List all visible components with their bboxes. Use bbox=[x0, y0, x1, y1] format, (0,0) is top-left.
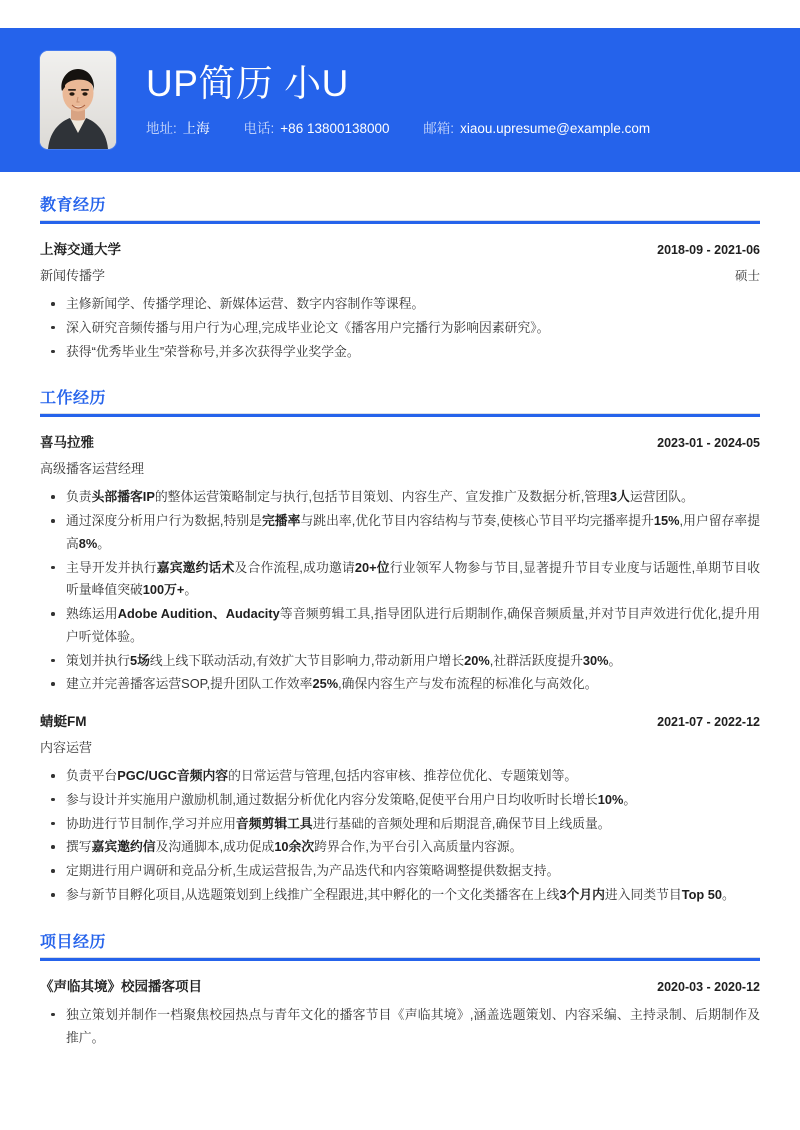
contact-line bbox=[146, 120, 760, 138]
bullet-item: 建立并完善播客运营SOP,提升团队工作效率25%,确保内容生产与发布流程的标准化与高效化。 bbox=[40, 673, 760, 696]
contact-address bbox=[146, 120, 210, 138]
entry-bullet-list bbox=[40, 293, 760, 363]
entry-organization: 蜻蜓FM bbox=[40, 714, 87, 730]
avatar bbox=[40, 51, 116, 149]
bullet-item: 撰写嘉宾邀约信及沟通脚本,成功促成10余次跨界合作,为平台引入高质量内容源。 bbox=[40, 836, 760, 859]
contact-address-value: 上海 bbox=[182, 120, 210, 136]
section-work bbox=[40, 385, 760, 906]
entry-date-range: 2021-07 - 2022-12 bbox=[657, 715, 760, 730]
section-divider-accent bbox=[40, 221, 760, 224]
bullet-item: 参与设计并实施用户激励机制,通过数据分析优化内容分发策略,促使平台用户日均收听时长增长10%。 bbox=[40, 789, 760, 812]
header-text-block bbox=[146, 63, 760, 137]
bullet-item: 主修新闻学、传播学理论、新媒体运营、数字内容制作等课程。 bbox=[40, 293, 760, 316]
entry-bullet-list bbox=[40, 1004, 760, 1050]
section-title-education: 教育经历 bbox=[40, 197, 107, 214]
section-divider-accent bbox=[40, 414, 760, 417]
section-divider bbox=[40, 413, 760, 417]
entry-subheader bbox=[40, 737, 760, 756]
entry-role: 内容运营 bbox=[40, 740, 93, 756]
entry-role: 新闻传播学 bbox=[40, 268, 106, 283]
resume-header bbox=[0, 28, 800, 172]
section-title-work: 工作经历 bbox=[40, 390, 107, 408]
entry-date-range: 2018-09 - 2021-06 bbox=[657, 243, 760, 257]
entry-organization: 上海交通大学 bbox=[40, 242, 121, 257]
entry-organization: 《声临其境》校园播客项目 bbox=[40, 978, 202, 994]
bullet-item: 获得“优秀毕业生”荣誉称号,并多次获得学业奖学金。 bbox=[40, 341, 760, 364]
entry-degree: 硕士 bbox=[734, 269, 760, 283]
bullet-item: 负责头部播客IP的整体运营策略制定与执行,包括节目策划、内容生产、宣发推广及数据分析,管理3人运营团队。 bbox=[40, 486, 760, 509]
bullet-item: 参与新节目孵化项目,从选题策划到上线推广全程跟进,其中孵化的一个文化类播客在上线3个月内进入同类节目Top 50。 bbox=[40, 884, 760, 907]
contact-email-label: 邮箱: bbox=[423, 120, 455, 136]
contact-phone-value: +86 13800138000 bbox=[280, 120, 390, 136]
entry-header bbox=[40, 238, 760, 258]
entry bbox=[40, 975, 760, 1050]
page-title: UP简历 小U bbox=[146, 62, 349, 104]
entry-date-range: 2020-03 - 2020-12 bbox=[657, 979, 760, 994]
section-projects bbox=[40, 929, 760, 1050]
contact-email-value: xiaou.upresume@example.com bbox=[460, 120, 651, 136]
entry bbox=[40, 710, 760, 907]
entry-bullet-list bbox=[40, 765, 760, 907]
bullet-item: 通过深度分析用户行为数据,特别是完播率与跳出率,优化节目内容结构与节奏,使核心节目平均完播率提升15%,用户留存率提高8%。 bbox=[40, 510, 760, 556]
section-title-projects: 项目经历 bbox=[40, 933, 107, 951]
entry-subheader bbox=[40, 265, 760, 284]
entry bbox=[40, 431, 760, 696]
entry-organization: 喜马拉雅 bbox=[40, 435, 94, 451]
entry bbox=[40, 238, 760, 363]
portrait-photo-icon bbox=[40, 51, 116, 149]
entry-subheader bbox=[40, 458, 760, 477]
bullet-item: 策划并执行5场线上线下联动活动,有效扩大节目影响力,带动新用户增长20%,社群活跃度提升30%。 bbox=[40, 650, 760, 673]
bullet-item: 深入研究音频传播与用户行为心理,完成毕业论文《播客用户完播行为影响因素研究》。 bbox=[40, 317, 760, 340]
bullet-item: 独立策划并制作一档聚焦校园热点与青年文化的播客节目《声临其境》,涵盖选题策划、内容采编、主持录制、后期制作及推广。 bbox=[40, 1004, 760, 1050]
contact-phone bbox=[244, 120, 390, 138]
entry-header bbox=[40, 710, 760, 730]
section-divider-accent bbox=[40, 958, 760, 961]
entry-role: 高级播客运营经理 bbox=[40, 461, 145, 477]
entry-header bbox=[40, 431, 760, 451]
entry-bullet-list bbox=[40, 486, 760, 696]
contact-phone-label: 电话: bbox=[243, 120, 275, 136]
bullet-item: 主导开发并执行嘉宾邀约话术及合作流程,成功邀请20+位行业领军人物参与节目,显著提升节目专业度与话题性,单期节目收听量峰值突破100万+。 bbox=[40, 557, 760, 603]
entry-header bbox=[40, 975, 760, 995]
bullet-item: 协助进行节目制作,学习并应用音频剪辑工具进行基础的音频处理和后期混音,确保节目上线质量。 bbox=[40, 813, 760, 836]
bullet-item: 负责平台PGC/UGC音频内容的日常运营与管理,包括内容审核、推荐位优化、专题策划等。 bbox=[40, 765, 760, 788]
section-divider bbox=[40, 220, 760, 224]
contact-email bbox=[423, 120, 650, 138]
resume-body bbox=[0, 192, 800, 1049]
entry-date-range: 2023-01 - 2024-05 bbox=[657, 436, 760, 451]
section-divider bbox=[40, 957, 760, 961]
contact-address-label: 地址: bbox=[146, 120, 177, 136]
section-education bbox=[40, 192, 760, 363]
bullet-item: 定期进行用户调研和竞品分析,生成运营报告,为产品迭代和内容策略调整提供数据支持。 bbox=[40, 860, 760, 883]
bullet-item: 熟练运用Adobe Audition、Audacity等音频剪辑工具,指导团队进行后期制作,确保音频质量,并对节目声效进行优化,提升用户听觉体验。 bbox=[40, 603, 760, 649]
